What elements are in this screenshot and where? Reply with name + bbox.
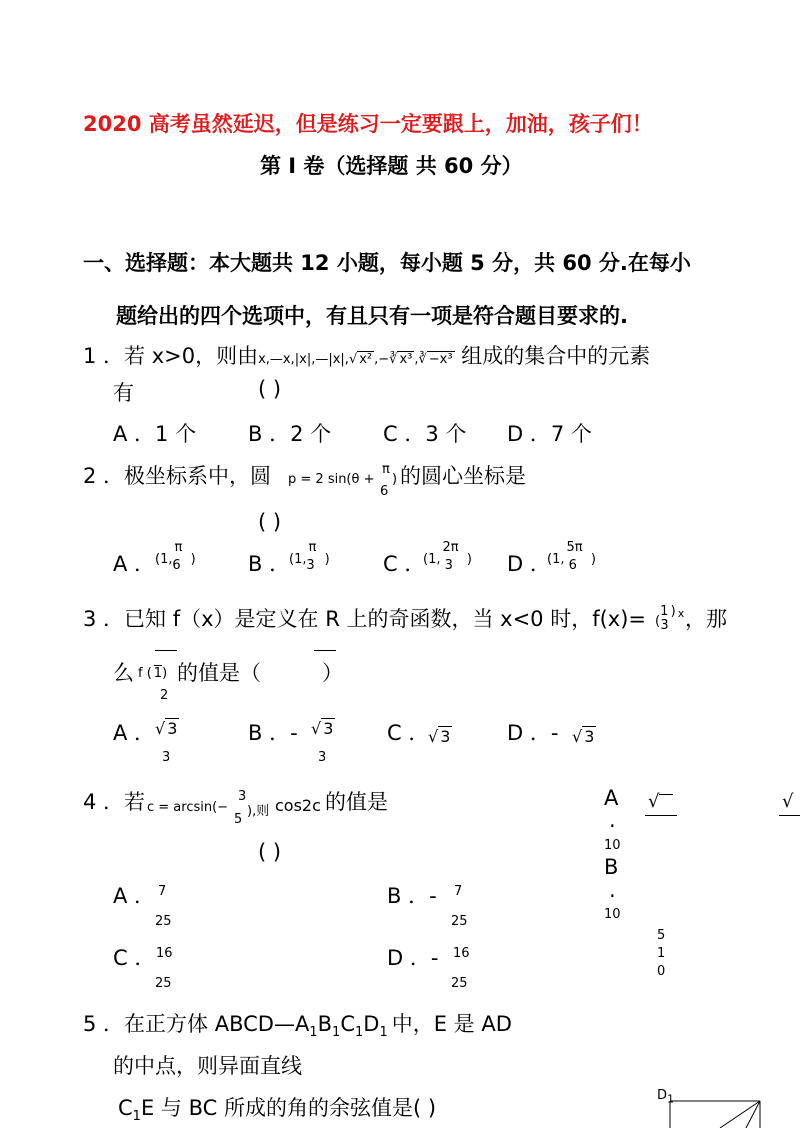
q4-option-b-den: 25 — [451, 914, 468, 929]
q1-option-d[interactable]: D ．7 个 — [507, 422, 592, 446]
q3-line2-tail: 的值是（ — [177, 661, 261, 685]
q2-option-a[interactable]: A ． — [113, 552, 156, 576]
q4-tail: 的值是 — [325, 790, 388, 814]
side-radical-2: √ — [782, 791, 794, 812]
q1-option-c[interactable]: C ．3 个 — [383, 422, 467, 446]
q2-answer-bracket: ( ) — [258, 510, 282, 534]
q3-tail: ，那 — [685, 607, 727, 631]
q3-f-denominator: 2 — [160, 688, 169, 703]
section-instruction-line1: 一、选择题：本大题共 12 小题，每小题 5 分，共 60 分.在每小 — [83, 251, 691, 275]
q2-option-d[interactable]: D ． — [507, 552, 551, 576]
q1-radical-2: x³ — [399, 352, 413, 367]
side-dot-2: . — [609, 878, 616, 902]
q3-line2-lead: 么 — [113, 661, 134, 685]
cube-diagonal — [720, 1101, 760, 1128]
q4-option-d-num: 16 — [453, 946, 470, 961]
q4-option-b[interactable]: B ．- — [387, 884, 437, 908]
q3-option-a[interactable]: A ． — [113, 721, 156, 745]
q4-option-b-num: 7 — [454, 884, 463, 899]
q4-option-a-den: 25 — [155, 914, 172, 929]
q1-option-b[interactable]: B ．2 个 — [248, 422, 332, 446]
q3-option-a-value: √ 3 — [155, 719, 178, 738]
q1-stem: 1 ．若 x>0，则由x,—x,|x|,—|x|,√ x² ,−∛ x³ ,∛ −x³ 组成的集合中的元素 — [83, 344, 651, 368]
q3-option-a-denominator: 3 — [162, 750, 171, 765]
q3-overline — [155, 650, 177, 651]
q1-lead: 1 ．若 x>0，则由 — [83, 344, 259, 368]
q1-radical-3: −x³ — [428, 352, 453, 367]
section-instruction-line2: 题给出的四个选项中，有且只有一项是符合题目要求的. — [116, 304, 628, 328]
cube-edge-depth — [746, 1101, 760, 1128]
q2-six: 6 — [380, 484, 389, 499]
q3-option-c[interactable]: C ． — [387, 721, 430, 745]
q4-option-d-den: 25 — [451, 976, 468, 991]
q1-option-a[interactable]: A ．1 个 — [113, 422, 197, 446]
side-char-1: 5 — [657, 928, 666, 943]
side-value-1: 10 — [604, 838, 621, 853]
q3-fx: (13) x — [655, 604, 685, 633]
q4-option-a[interactable]: A ． — [113, 884, 156, 908]
q4-frac-den: 5 — [234, 812, 243, 827]
q1-formula: x,—x,|x|,—|x|, — [258, 352, 349, 367]
q3-option-c-value: √ 3 — [428, 727, 451, 746]
q2-option-c[interactable]: C ． — [383, 552, 426, 576]
q4-frac-num: 3 — [238, 789, 247, 804]
q4-answer-bracket: ( ) — [258, 840, 282, 864]
side-char-3: 0 — [657, 964, 666, 979]
q5-line3: $C_1E$ 与 BC 所成的角的余弦值是( ) — [118, 1096, 437, 1125]
q2-option-b[interactable]: B ． — [248, 552, 291, 576]
q5-stem: 5 ．在正方体 $ABCD—A_1B_1C_1D_1$ 中，E 是 AD — [83, 1012, 512, 1041]
q4-option-c-den: 25 — [155, 976, 172, 991]
q2-pi: π — [382, 462, 390, 477]
q2-option-a-value: (1,π6 ) — [155, 540, 196, 573]
q3-option-b-value: √ 3 — [311, 719, 334, 738]
q3-lead: 3 ．已知 f（x）是定义在 R 上的奇函数，当 x<0 时，f(x)= — [83, 607, 647, 631]
q4-option-c[interactable]: C ． — [113, 946, 156, 970]
q2-tail: 的圆心坐标是 — [400, 464, 526, 488]
q2-option-c-value: (1,2π3 ) — [423, 540, 472, 573]
q2-formula: p = 2 sin(θ + — [288, 472, 375, 487]
q2-lead: 2 ．极坐标系中，圆 — [83, 464, 272, 488]
q2-option-d-value: (1,5π6 ) — [547, 540, 596, 573]
q3-option-d-value: √ 3 — [572, 727, 595, 746]
q5-line2: 的中点，则异面直线 — [113, 1054, 302, 1078]
q3-option-b-denominator: 3 — [318, 750, 327, 765]
headline: 2020 高考虽然延迟，但是练习一定要跟上，加油，孩子们！ — [83, 112, 653, 136]
volume-title: 第 I 卷（选择题 共 60 分） — [260, 154, 523, 178]
q4-option-d[interactable]: D ．- — [387, 946, 439, 970]
side-dot-1: . — [609, 808, 616, 832]
q4-cos: cos2c — [275, 796, 321, 815]
q4-option-c-num: 16 — [156, 946, 173, 961]
cube-figure — [660, 1096, 800, 1128]
q3-overline-2 — [314, 650, 336, 651]
q4-option-a-num: 7 — [158, 884, 167, 899]
side-underline-2 — [779, 815, 800, 816]
q2-option-b-value: (1,π3 ) — [289, 540, 330, 573]
q2-close: ) — [392, 472, 398, 487]
q1-answer-bracket: ( ) — [258, 377, 282, 401]
q1-tail: 组成的集合中的元素 — [461, 344, 651, 368]
q3-bracket-close: ） — [322, 661, 343, 685]
side-value-2: 10 — [604, 907, 621, 922]
q4-formula-2: ),则 — [247, 804, 270, 819]
side-label-b: B — [604, 855, 619, 879]
side-label-a: A — [604, 786, 619, 810]
q1-radical-1: √ x² — [348, 352, 373, 367]
q3-f-arg: f ( 1) — [138, 666, 168, 681]
side-char-2: 1 — [657, 946, 666, 961]
q3-option-b[interactable]: B ．- — [248, 721, 298, 745]
q4-formula: c = arcsin(− — [147, 800, 229, 815]
side-radical-1: √ — [648, 791, 673, 812]
side-underline-1 — [645, 815, 677, 816]
q1-line2: 有 — [113, 381, 134, 405]
q4-lead: 4 ．若 — [83, 790, 146, 814]
q3-option-d[interactable]: D ．- — [507, 721, 559, 745]
cube-vertex-label: $D_1$ — [657, 1088, 675, 1106]
